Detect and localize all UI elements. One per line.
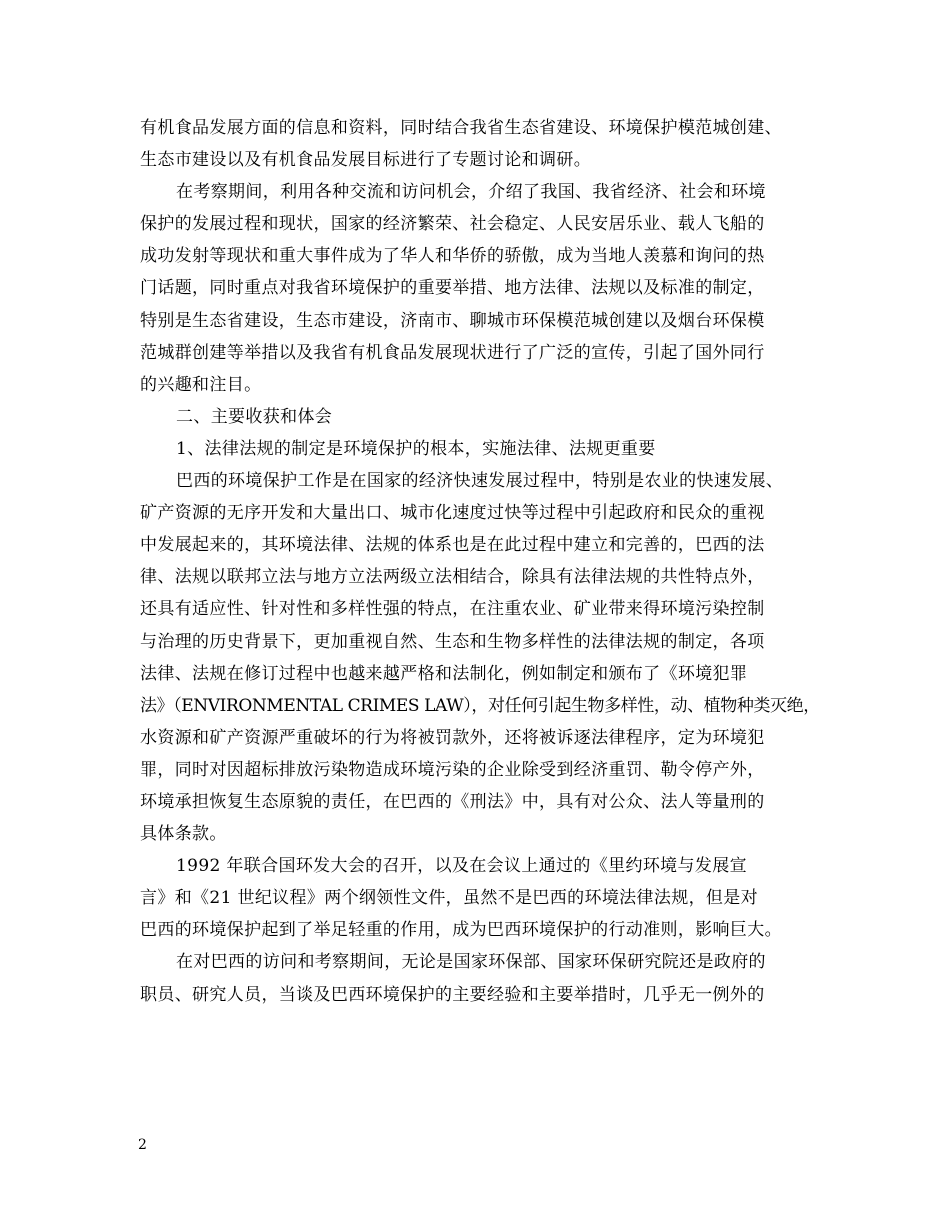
page-number: 2 xyxy=(138,1137,147,1153)
text-line: 罪，同时对因超标排放污染物造成环境污染的企业除受到经济重罚、勒令停产外， xyxy=(140,759,765,780)
text-line: 职员、研究人员，当谈及巴西环境保护的主要经验和主要举措时，几乎无一例外的 xyxy=(140,984,765,1005)
text-line: 在对巴西的访问和考察期间，无论是国家环保部、国家环保研究院还是政府的 xyxy=(176,952,766,973)
text-line: 水资源和矿产资源严重破坏的行为将被罚款外，还将被诉逐法律程序，定为环境犯 xyxy=(140,727,765,748)
text-line: 成功发射等现状和重大事件成为了华人和华侨的骄傲，成为当地人羡慕和询问的热 xyxy=(140,246,765,267)
text-line: 在考察期间，利用各种交流和访问机会，介绍了我国、我省经济、社会和环境 xyxy=(176,182,766,203)
text-line: 保护的发展过程和现状，国家的经济繁荣、社会稳定、人民安居乐业、载人飞船的 xyxy=(140,214,765,235)
text-line: 法》（ENVIRONMENTAL CRIMES LAW），对任何引起生物多样性，动、植物种类灭绝， xyxy=(140,695,820,716)
text-line: 环境承担恢复生态原貌的责任，在巴西的《刑法》中，具有对公众、法人等量刑的 xyxy=(140,791,765,812)
text-line: 法律、法规在修订过程中也越来越严格和法制化，例如制定和颁布了《环境犯罪 xyxy=(140,663,748,684)
text-line: 1、法律法规的制定是环境保护的根本，实施法律、法规更重要 xyxy=(176,438,656,459)
text-line: 的兴趣和注目。 xyxy=(140,374,262,395)
text-line: 中发展起来的，其环境法律、法规的体系也是在此过程中建立和完善的，巴西的法 xyxy=(140,535,765,556)
text-line: 还具有适应性、针对性和多样性强的特点，在注重农业、矿业带来得环境污染控制 xyxy=(140,599,765,620)
document-body xyxy=(140,112,820,1011)
text-line: 特别是生态省建设，生态市建设，济南市、聊城市环保模范城创建以及烟台环保模 xyxy=(140,310,765,331)
text-line: 范城群创建等举措以及我省有机食品发展现状进行了广泛的宣传，引起了国外同行 xyxy=(140,342,765,363)
text-line: 矿产资源的无序开发和大量出口、城市化速度过快等过程中引起政府和民众的重视 xyxy=(140,503,765,524)
text-line: 门话题，同时重点对我省环境保护的重要举措、地方法律、法规以及标准的制定， xyxy=(140,278,765,299)
text-line: 巴西的环境保护工作是在国家的经济快速发展过程中，特别是农业的快速发展、 xyxy=(176,471,784,492)
text-line: 生态市建设以及有机食品发展目标进行了专题讨论和调研。 xyxy=(140,150,592,171)
text-line: 律、法规以联邦立法与地方立法两级立法相结合，除具有法律法规的共性特点外， xyxy=(140,567,765,588)
text-line: 有机食品发展方面的信息和资料，同时结合我省生态省建设、环境保护模范城创建、 xyxy=(140,118,782,138)
text-line: 巴西的环境保护起到了举足轻重的作用，成为巴西环境保护的行动准则，影响巨大。 xyxy=(140,920,782,941)
text-line: 与治理的历史背景下，更加重视自然、生态和生物多样性的法律法规的制定，各项 xyxy=(140,631,765,652)
text-line: 具体条款。 xyxy=(140,824,227,845)
text-line: 1992 年联合国环发大会的召开，以及在会议上通过的《里约环境与发展宣 xyxy=(176,856,747,877)
text-line: 言》和《21 世纪议程》两个纲领性文件，虽然不是巴西的环境法律法规，但是对 xyxy=(140,888,758,909)
text-line: 二、主要收获和体会 xyxy=(176,406,333,427)
